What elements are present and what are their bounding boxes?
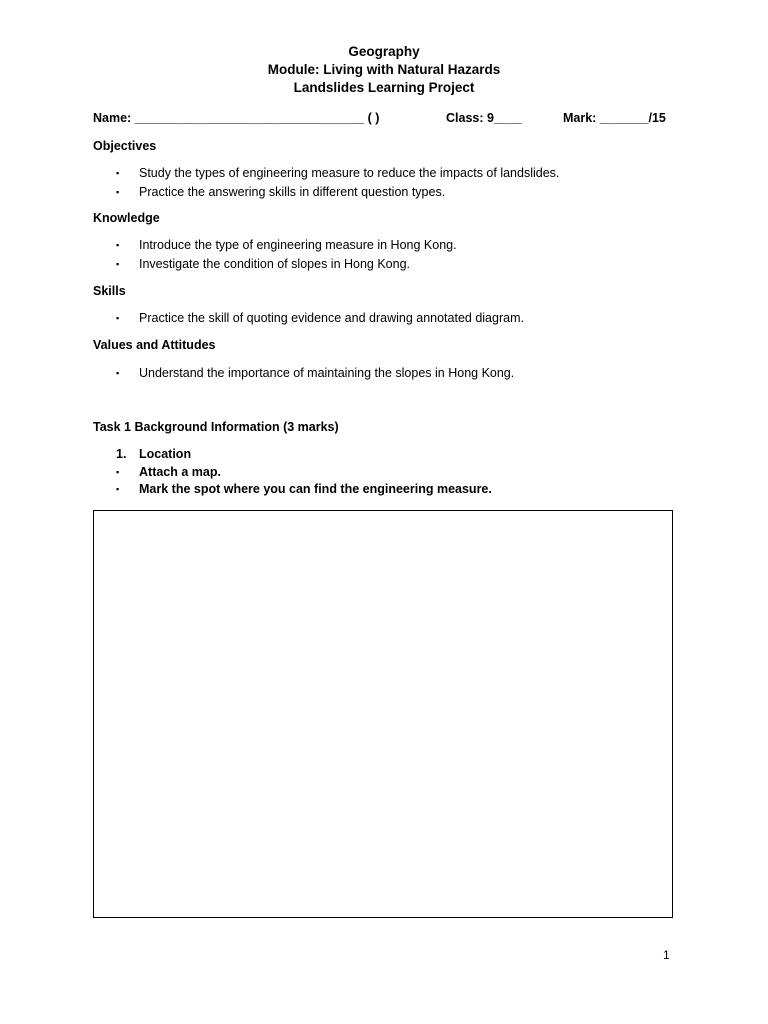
- task1-heading: Task 1 Background Information (3 marks): [93, 420, 339, 434]
- task1-item-text: Mark the spot where you can find the engineering measure.: [139, 482, 492, 496]
- list-item: [116, 446, 492, 464]
- list-item: [116, 364, 514, 383]
- list-item: [116, 164, 559, 183]
- values-heading: Values and Attitudes: [93, 338, 216, 352]
- values-list: [116, 364, 514, 383]
- task1-item-text: Attach a map.: [139, 464, 221, 479]
- knowledge-list: [116, 236, 457, 273]
- objectives-heading: Objectives: [93, 139, 157, 153]
- list-item: [116, 183, 559, 202]
- value-text: Understand the importance of maintaining the slopes in Hong Kong.: [139, 366, 515, 380]
- task1-list: [116, 446, 492, 499]
- bullet-icon: ▪: [116, 368, 120, 378]
- list-item: [116, 481, 492, 499]
- skills-heading: Skills: [93, 284, 126, 298]
- objective-text: Practice the answering skills in different question types.: [139, 184, 446, 199]
- project-title: Landslides Learning Project: [293, 80, 475, 95]
- objective-text: Study the types of engineering measure to reduce the impacts of landslides.: [139, 166, 560, 180]
- knowledge-text: Introduce the type of engineering measure in Hong Kong.: [139, 238, 457, 252]
- mark-field: Mark: _______/15: [563, 111, 666, 125]
- student-info-row: [93, 111, 693, 129]
- bullet-icon: ▪: [116, 484, 120, 494]
- bullet-icon: ▪: [116, 258, 120, 269]
- bullet-icon: ▪: [116, 313, 120, 323]
- bullet-icon: ▪: [116, 168, 120, 178]
- document-title-block: [0, 43, 768, 97]
- objectives-list: [116, 164, 559, 201]
- list-item: [116, 236, 457, 255]
- bullet-icon: ▪: [116, 466, 120, 477]
- module-title: Module: Living with Natural Hazards: [267, 62, 501, 77]
- subject-title: Geography: [348, 44, 420, 59]
- list-item: [116, 255, 457, 274]
- list-item: [116, 309, 524, 328]
- page-number: 1: [663, 948, 670, 962]
- class-field: Class: 9____: [446, 111, 522, 125]
- map-attachment-box[interactable]: [93, 510, 673, 918]
- numbered-marker: 1.: [116, 447, 127, 461]
- skills-list: [116, 309, 524, 328]
- list-item: [116, 464, 492, 482]
- bullet-icon: ▪: [116, 186, 120, 197]
- task1-item-text: Location: [139, 447, 192, 461]
- knowledge-heading: Knowledge: [93, 211, 160, 225]
- name-field: Name: _________________________________ ( ): [93, 111, 380, 125]
- skill-text: Practice the skill of quoting evidence and drawing annotated diagram.: [139, 311, 524, 325]
- knowledge-text: Investigate the condition of slopes in Hong Kong.: [139, 256, 411, 271]
- bullet-icon: ▪: [116, 240, 120, 250]
